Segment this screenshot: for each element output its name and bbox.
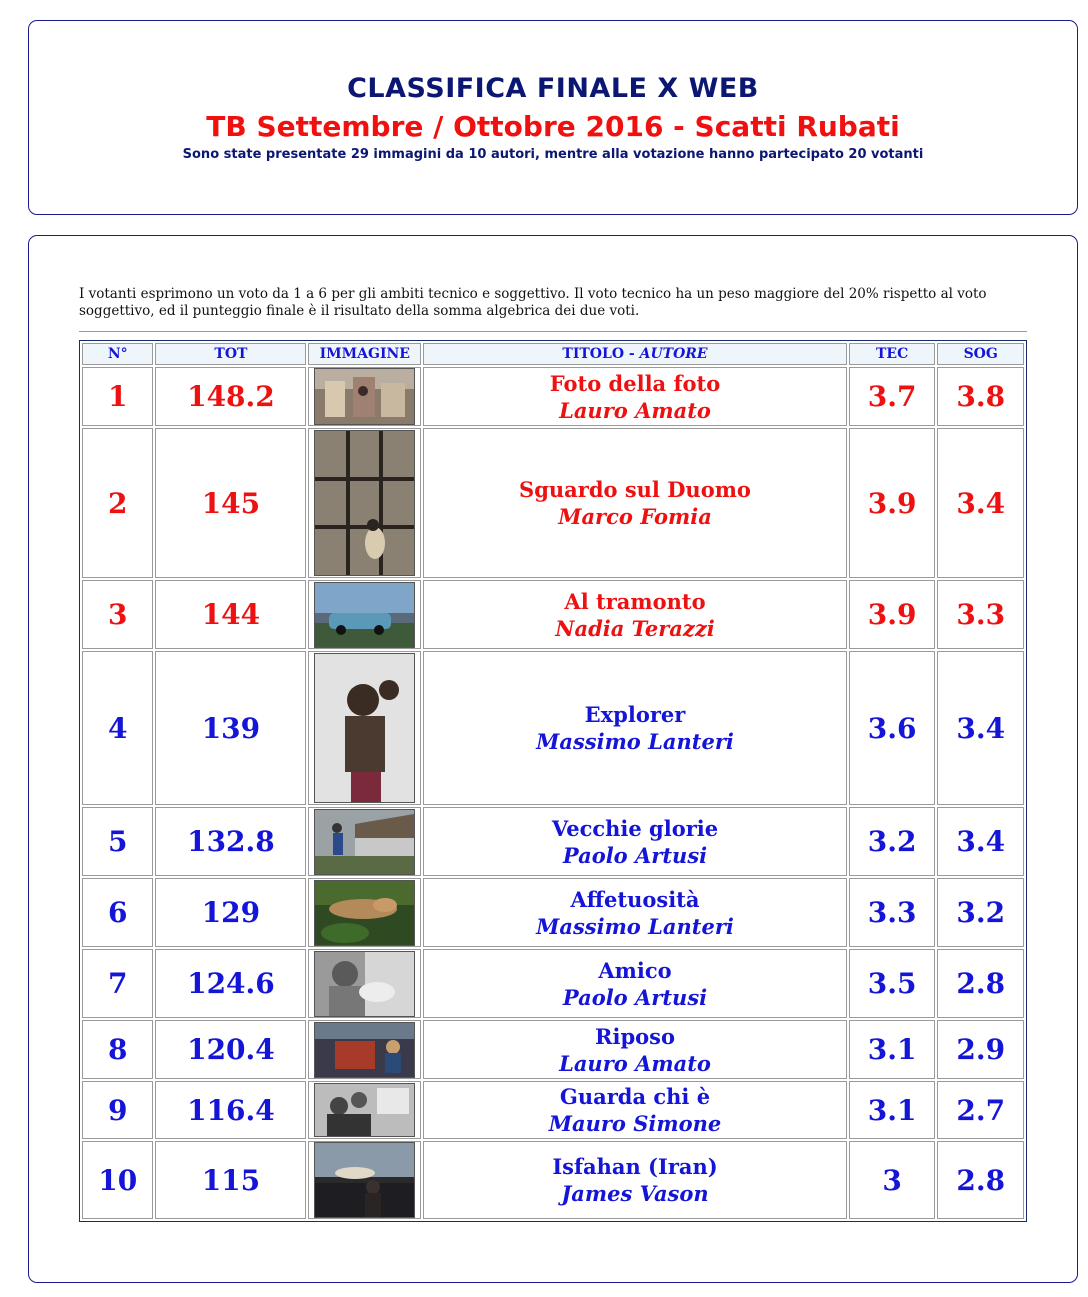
table-row — [82, 878, 1024, 947]
total-cell: 145 — [155, 428, 306, 578]
title-author-cell — [423, 1141, 847, 1219]
sog-cell: 3.2 — [937, 878, 1024, 947]
sog-cell: 3.4 — [937, 807, 1024, 876]
total-cell: 120.4 — [155, 1020, 306, 1079]
photo-thumbnail[interactable] — [314, 1142, 415, 1218]
tec-cell: 3.7 — [849, 367, 936, 426]
col-header-title-author — [423, 343, 847, 365]
sog-cell: 2.8 — [937, 949, 1024, 1018]
rank-cell: 7 — [82, 949, 153, 1018]
total-cell: 129 — [155, 878, 306, 947]
tec-cell: 3 — [849, 1141, 936, 1219]
table-header-row — [82, 343, 1024, 365]
image-cell — [308, 878, 421, 947]
sog-cell: 3.4 — [937, 428, 1024, 578]
image-cell — [308, 807, 421, 876]
image-cell — [308, 367, 421, 426]
photo-author: Lauro Amato — [559, 397, 711, 423]
rank-cell: 6 — [82, 878, 153, 947]
photo-author: James Vason — [561, 1181, 709, 1206]
tec-cell: 3.1 — [849, 1081, 936, 1139]
photo-title: Explorer — [584, 702, 686, 727]
tec-cell: 3.9 — [849, 428, 936, 578]
title-author-cell — [423, 428, 847, 578]
total-cell: 144 — [155, 580, 306, 649]
rank-cell: 5 — [82, 807, 153, 876]
photo-author: Nadia Terazzi — [555, 615, 715, 641]
rank-cell: 10 — [82, 1141, 153, 1219]
col-header-title: TITOLO - — [562, 346, 640, 362]
tec-cell: 3.2 — [849, 807, 936, 876]
sog-cell: 2.7 — [937, 1081, 1024, 1139]
photo-thumbnail[interactable] — [314, 880, 415, 946]
title-author-cell — [423, 651, 847, 805]
photo-author: Paolo Artusi — [562, 842, 708, 868]
photo-thumbnail[interactable] — [314, 809, 415, 875]
contest-title: TB Settembre / Ottobre 2016 - Scatti Rubati — [206, 110, 900, 143]
tec-cell: 3.9 — [849, 580, 936, 649]
sog-cell: 2.8 — [937, 1141, 1024, 1219]
title-author-cell — [423, 949, 847, 1018]
image-cell — [308, 1081, 421, 1139]
image-cell — [308, 1141, 421, 1219]
photo-thumbnail[interactable] — [314, 368, 415, 425]
photo-title: Riposo — [595, 1023, 675, 1049]
table-row — [82, 580, 1024, 649]
photo-title: Foto della foto — [549, 370, 721, 396]
title-author-cell — [423, 580, 847, 649]
sog-cell: 3.3 — [937, 580, 1024, 649]
total-cell: 115 — [155, 1141, 306, 1219]
title-author-cell — [423, 367, 847, 426]
total-cell: 132.8 — [155, 807, 306, 876]
tec-cell: 3.3 — [849, 878, 936, 947]
col-header-num: N° — [82, 343, 153, 365]
photo-title: Sguardo sul Duomo — [519, 477, 751, 502]
sog-cell: 2.9 — [937, 1020, 1024, 1079]
rank-cell: 8 — [82, 1020, 153, 1079]
col-header-sog: SOG — [937, 343, 1024, 365]
photo-thumbnail[interactable] — [314, 1022, 415, 1078]
rank-cell: 4 — [82, 651, 153, 805]
table-row — [82, 949, 1024, 1018]
table-row — [82, 367, 1024, 426]
photo-thumbnail[interactable] — [314, 951, 415, 1017]
photo-author: Paolo Artusi — [562, 984, 708, 1010]
photo-thumbnail[interactable] — [314, 430, 415, 576]
title-author-cell — [423, 1081, 847, 1139]
photo-title: Vecchie glorie — [551, 815, 719, 841]
photo-title: Al tramonto — [564, 588, 706, 614]
table-row — [82, 1020, 1024, 1079]
col-header-tot: TOT — [155, 343, 306, 365]
total-cell: 148.2 — [155, 367, 306, 426]
photo-title: Affetuosità — [570, 886, 700, 912]
photo-thumbnail[interactable] — [314, 1083, 415, 1137]
tec-cell: 3.1 — [849, 1020, 936, 1079]
image-cell — [308, 949, 421, 1018]
col-header-image: IMMAGINE — [308, 343, 421, 365]
tec-cell: 3.6 — [849, 651, 936, 805]
photo-title: Amico — [598, 957, 672, 983]
total-cell: 139 — [155, 651, 306, 805]
voting-description: I votanti esprimono un voto da 1 a 6 per gli ambiti tecnico e soggettivo. Il voto tecnico ha un peso maggiore del 20% rispetto al voto soggettivo, ed il punteggio finale è il risultato della somma algebrica dei due voti. — [79, 286, 987, 319]
photo-title: Guarda chi è — [559, 1084, 711, 1109]
ranking-table — [79, 340, 1027, 1222]
table-row — [82, 428, 1024, 578]
title-author-cell — [423, 878, 847, 947]
photo-title: Isfahan (Iran) — [552, 1154, 718, 1179]
image-cell — [308, 428, 421, 578]
tec-cell: 3.5 — [849, 949, 936, 1018]
image-cell — [308, 651, 421, 805]
image-cell — [308, 1020, 421, 1079]
photo-author: Massimo Lanteri — [536, 913, 734, 939]
header-panel — [28, 20, 1078, 215]
col-header-tec: TEC — [849, 343, 936, 365]
sog-cell: 3.8 — [937, 367, 1024, 426]
col-header-author: AUTORE — [639, 346, 708, 362]
results-panel — [28, 235, 1078, 1283]
rank-cell: 3 — [82, 580, 153, 649]
photo-thumbnail[interactable] — [314, 653, 415, 803]
total-cell: 124.6 — [155, 949, 306, 1018]
table-row — [82, 1081, 1024, 1139]
image-cell — [308, 580, 421, 649]
rank-cell: 1 — [82, 367, 153, 426]
total-cell: 116.4 — [155, 1081, 306, 1139]
divider — [79, 331, 1027, 332]
rank-cell: 2 — [82, 428, 153, 578]
sog-cell: 3.4 — [937, 651, 1024, 805]
photo-thumbnail[interactable] — [314, 582, 415, 648]
table-row — [82, 651, 1024, 805]
photo-author: Mauro Simone — [548, 1111, 722, 1136]
table-row — [82, 807, 1024, 876]
page-title: CLASSIFICA FINALE X WEB — [347, 73, 759, 104]
photo-author: Marco Fomia — [558, 504, 712, 529]
table-row — [82, 1141, 1024, 1219]
title-author-cell — [423, 1020, 847, 1079]
photo-author: Lauro Amato — [559, 1050, 711, 1076]
rank-cell: 9 — [82, 1081, 153, 1139]
photo-author: Massimo Lanteri — [536, 729, 734, 754]
title-author-cell — [423, 807, 847, 876]
contest-summary: Sono state presentate 29 immagini da 10 autori, mentre alla votazione hanno partecipato 20 votanti — [182, 147, 924, 162]
